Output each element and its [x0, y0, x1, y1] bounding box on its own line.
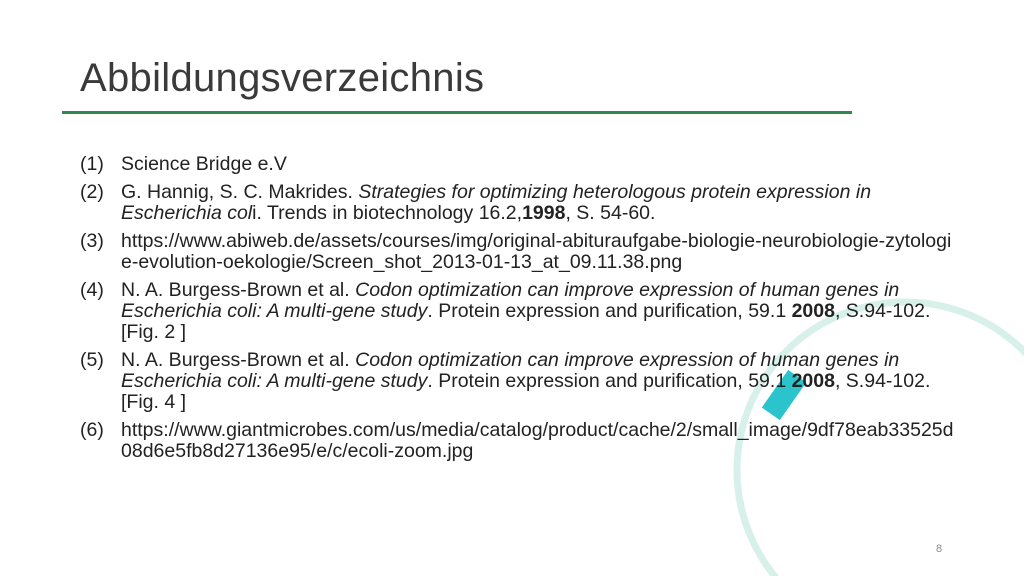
reference-pages: , S.94-102. [Fig. 4 ]	[121, 370, 931, 413]
reference-number: (2)	[80, 181, 104, 203]
reference-list	[80, 154, 960, 469]
reference-year: 2008	[791, 370, 835, 392]
reference-text	[121, 350, 960, 413]
reference-year: 2008	[791, 300, 835, 322]
reference-text: Science Bridge e.V	[121, 153, 287, 175]
reference-title: Strategies for optimizing heterologous protein expression in Escherichia col	[121, 181, 872, 224]
reference-title: Codon optimization can improve expression of human genes in Escherichia coli: A multi-gene study	[121, 279, 900, 322]
reference-pages: , S.94-102. [Fig. 2 ]	[121, 300, 931, 343]
reference-title: Codon optimization can improve expression of human genes in Escherichia coli: A multi-gene study	[121, 349, 900, 392]
reference-item	[80, 420, 960, 462]
title-underline	[62, 111, 852, 114]
reference-journal: . Protein expression and purification, 59.1	[427, 300, 792, 322]
reference-number: (3)	[80, 230, 104, 252]
page-number: 8	[936, 543, 943, 555]
reference-authors: G. Hannig, S. C. Makrides.	[121, 181, 359, 203]
reference-item	[80, 350, 960, 413]
reference-text	[121, 182, 960, 224]
reference-journal: i. Trends in biotechnology 16.2,	[252, 202, 523, 224]
reference-number: (6)	[80, 419, 104, 441]
reference-number: (1)	[80, 153, 104, 175]
reference-authors: N. A. Burgess-Brown et al.	[121, 279, 356, 301]
reference-item	[80, 231, 960, 273]
reference-item	[80, 182, 960, 224]
reference-authors: N. A. Burgess-Brown et al.	[121, 349, 356, 371]
reference-pages: , S. 54-60.	[565, 202, 656, 224]
reference-year: 1998	[522, 202, 566, 224]
reference-url: https://www.giantmicrobes.com/us/media/catalog/product/cache/2/small_image/9df78eab33525d08d6e5fb8d27136e95/e/c/ecoli-zoom.jpg	[121, 419, 954, 462]
reference-url: https://www.abiweb.de/assets/courses/img/original-abituraufgabe-biologie-neurobiologie-zytologie-evolution-oekologie/Screen_shot_2013-01-13_at_09.11.38.png	[121, 230, 952, 273]
reference-text	[121, 280, 960, 343]
slide-title: Abbildungsverzeichnis	[80, 56, 485, 100]
reference-item	[80, 154, 960, 175]
reference-number: (4)	[80, 279, 104, 301]
reference-journal: . Protein expression and purification, 59.1	[427, 370, 792, 392]
reference-item	[80, 280, 960, 343]
reference-number: (5)	[80, 349, 104, 371]
